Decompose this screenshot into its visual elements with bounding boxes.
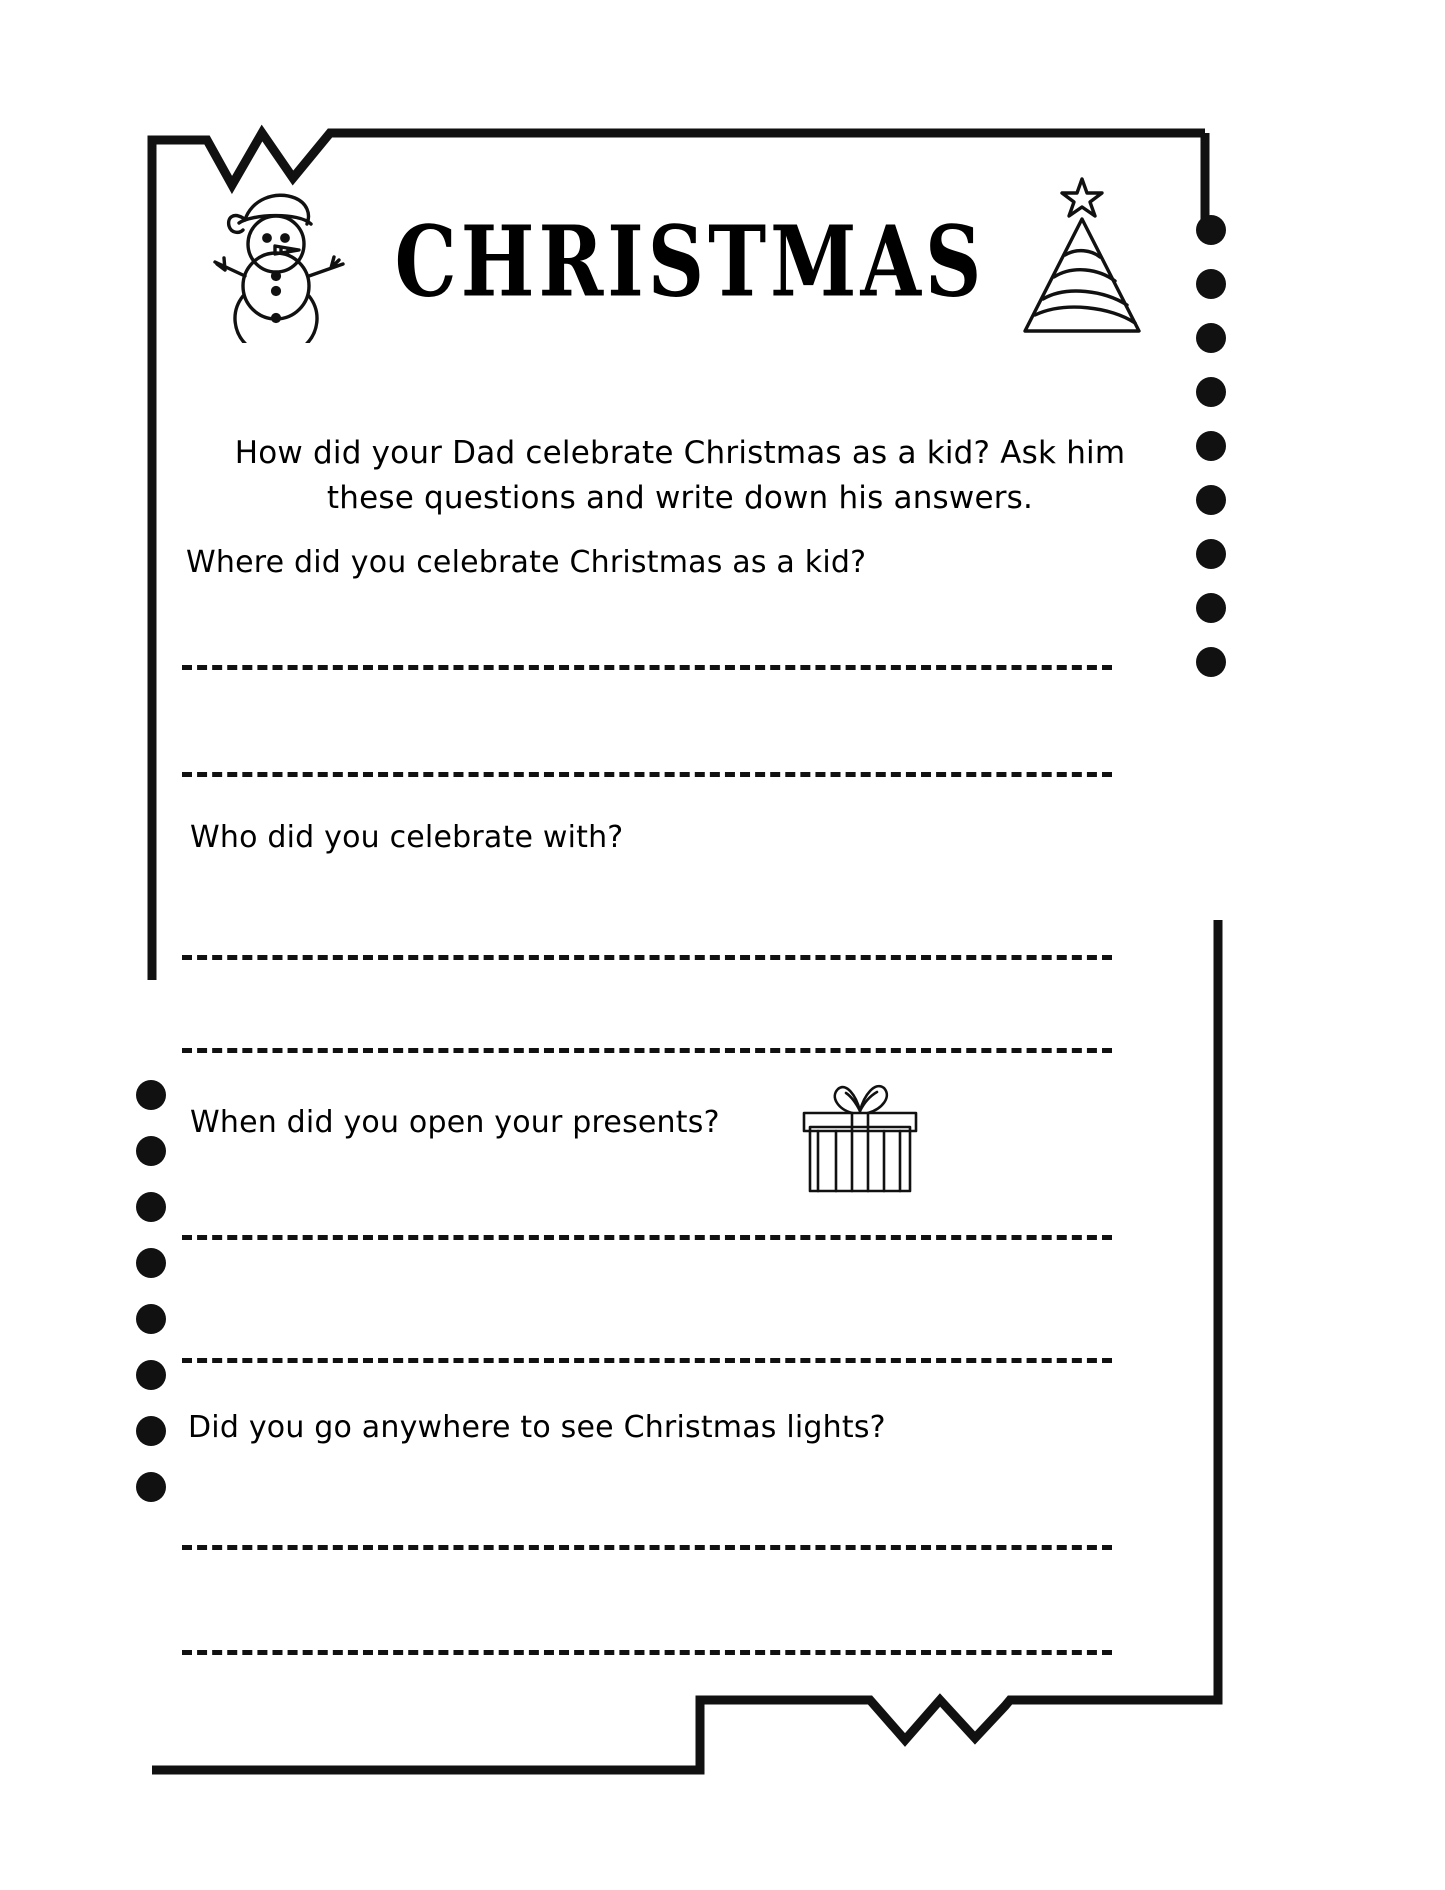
dot — [136, 1416, 166, 1446]
dot-decoration-right — [1196, 215, 1226, 677]
intro-text: How did your Dad celebrate Christmas as a kid? Ask him these questions and write down his answers. — [234, 435, 1126, 516]
dot — [1196, 431, 1226, 461]
answer-line[interactable] — [182, 1048, 1112, 1053]
dot — [136, 1192, 166, 1222]
dot — [1196, 593, 1226, 623]
snowman-icon — [203, 178, 373, 347]
question-2: Who did you celebrate with? — [190, 820, 624, 855]
dot — [136, 1472, 166, 1502]
dot — [1196, 323, 1226, 353]
answer-line[interactable] — [182, 772, 1112, 777]
dot — [136, 1080, 166, 1110]
question-3: When did you open your presents? — [190, 1105, 720, 1140]
dot — [136, 1248, 166, 1278]
gift-box-icon — [790, 1075, 930, 1204]
question-1: Where did you celebrate Christmas as a kid? — [186, 545, 867, 580]
answer-line[interactable] — [182, 955, 1112, 960]
dot — [1196, 539, 1226, 569]
answer-line[interactable] — [182, 665, 1112, 670]
christmas-tree-icon — [1007, 173, 1157, 352]
answer-line[interactable] — [182, 1650, 1112, 1655]
dot — [1196, 215, 1226, 245]
page-header — [215, 175, 1145, 350]
answer-line[interactable] — [182, 1545, 1112, 1550]
dot — [136, 1304, 166, 1334]
answer-line[interactable] — [182, 1358, 1112, 1363]
dot — [136, 1136, 166, 1166]
page-title: CHRISTMAS — [394, 205, 986, 319]
question-4: Did you go anywhere to see Christmas lights? — [188, 1410, 886, 1445]
dot — [1196, 485, 1226, 515]
dot — [1196, 377, 1226, 407]
dot — [136, 1360, 166, 1390]
dot — [1196, 647, 1226, 677]
answer-line[interactable] — [182, 1235, 1112, 1240]
dot — [1196, 269, 1226, 299]
dot-decoration-left — [136, 1080, 166, 1502]
